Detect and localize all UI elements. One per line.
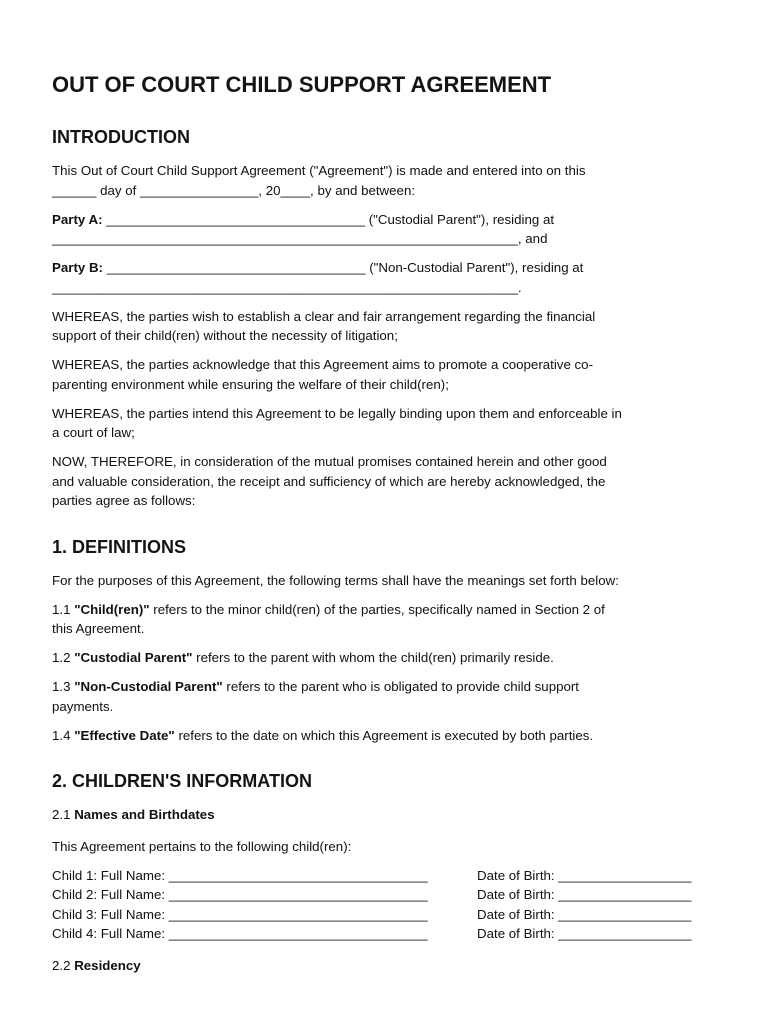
definitions-lead: For the purposes of this Agreement, the following terms shall have the meanings set forth below: <box>52 572 619 588</box>
opening-paragraph <box>52 161 724 200</box>
definition-number: 1.1 <box>52 601 75 617</box>
definition-number: 1.2 <box>52 650 75 665</box>
child-name-field: Child 3: Full Name: ___________________________________ <box>52 906 428 922</box>
child-dob-field: Date of Birth: __________________ <box>477 867 692 883</box>
child-row-3 <box>52 905 724 925</box>
definition-text: refers to the date on which this Agreement is executed by both parties. <box>174 727 594 743</box>
child-row-4 <box>52 924 724 944</box>
definitions-heading: 1. DEFINITIONS <box>52 536 187 557</box>
whereas-paragraph-1 <box>52 307 724 346</box>
party-b-line-1: ___________________________________ ("Non-Custodial Parent"), residing at <box>103 260 584 275</box>
now-therefore-line-3: parties agree as follows: <box>52 493 196 508</box>
child-row-2 <box>52 885 724 905</box>
definition-text: refers to the parent who is obligated to provide child support <box>222 679 580 694</box>
children-lead: This Agreement pertains to the following child(ren): <box>52 838 352 854</box>
child-row-1 <box>52 866 724 886</box>
now-therefore-line-2: and valuable consideration, the receipt and sufficiency of which are hereby acknowledged, the <box>52 473 606 489</box>
definition-non-custodial-parent <box>52 677 724 716</box>
party-b-paragraph <box>52 258 724 297</box>
document-title: OUT OF COURT CHILD SUPPORT AGREEMENT <box>52 72 552 97</box>
child-name-field: Child 2: Full Name: ___________________________________ <box>52 887 428 903</box>
child-dob-field: Date of Birth: __________________ <box>477 887 692 903</box>
child-dob-field: Date of Birth: __________________ <box>477 906 692 922</box>
now-therefore-paragraph <box>52 452 724 511</box>
definition-text-cont: payments. <box>52 698 114 714</box>
child-name-field: Child 1: Full Name: ___________________________________ <box>52 867 428 883</box>
party-b-line-2: _______________________________________________________________. <box>52 279 522 295</box>
subheading-title: Residency <box>74 957 141 973</box>
definition-effective-date <box>52 726 724 746</box>
subheading-number: 2.2 <box>52 957 75 973</box>
party-b-label: Party B: <box>52 260 103 275</box>
opening-line-1: This Out of Court Child Support Agreement ("Agreement") is made and entered into on this <box>52 163 586 178</box>
whereas-1-line-2: support of their child(ren) without the necessity of litigation; <box>52 328 398 343</box>
definition-text: refers to the parent with whom the child(ren) primarily reside. <box>192 650 554 665</box>
whereas-2-line-1: WHEREAS, the parties acknowledge that this Agreement aims to promote a cooperative co- <box>52 357 594 372</box>
names-birthdates-subheading <box>52 805 724 825</box>
subheading-title: Names and Birthdates <box>74 807 215 822</box>
definition-text: refers to the minor child(ren) of the parties, specifically named in Section 2 of <box>149 601 605 617</box>
whereas-paragraph-3 <box>52 404 724 443</box>
party-a-line-2: _______________________________________________________________, and <box>52 231 548 246</box>
definition-text-cont: this Agreement. <box>52 621 145 636</box>
definition-custodial-parent <box>52 648 724 668</box>
child-dob-field: Date of Birth: __________________ <box>477 926 692 942</box>
childrens-information-heading: 2. CHILDREN'S INFORMATION <box>52 771 312 791</box>
whereas-paragraph-2 <box>52 355 724 394</box>
definition-number: 1.4 <box>52 727 75 743</box>
party-a-label: Party A: <box>52 211 103 227</box>
party-a-line-1: ___________________________________ ("Custodial Parent"), residing at <box>102 211 555 227</box>
whereas-3-line-1: WHEREAS, the parties intend this Agreement to be legally binding upon them and enforceable in <box>52 405 622 421</box>
definition-children <box>52 600 724 639</box>
definition-term: "Non-Custodial Parent" <box>74 679 223 694</box>
whereas-1-line-1: WHEREAS, the parties wish to establish a clear and fair arrangement regarding the financial <box>52 308 596 324</box>
whereas-3-line-2: a court of law; <box>52 425 135 440</box>
now-therefore-line-1: NOW, THEREFORE, in consideration of the mutual promises contained herein and other good <box>52 454 607 469</box>
definition-term: "Effective Date" <box>74 727 175 743</box>
opening-line-2: ______ day of ________________, 20____, by and between: <box>52 182 416 198</box>
child-name-field: Child 4: Full Name: ___________________________________ <box>52 926 428 942</box>
whereas-2-line-2: parenting environment while ensuring the welfare of their child(ren); <box>52 376 449 392</box>
introduction-heading: INTRODUCTION <box>52 127 190 147</box>
definition-term: "Child(ren)" <box>74 601 150 617</box>
party-a-paragraph <box>52 210 724 249</box>
subheading-number: 2.1 <box>52 807 75 822</box>
definition-term: "Custodial Parent" <box>74 650 193 665</box>
document-body <box>52 71 724 975</box>
residency-subheading <box>52 956 724 976</box>
children-list <box>52 866 724 944</box>
definition-number: 1.3 <box>52 679 75 694</box>
